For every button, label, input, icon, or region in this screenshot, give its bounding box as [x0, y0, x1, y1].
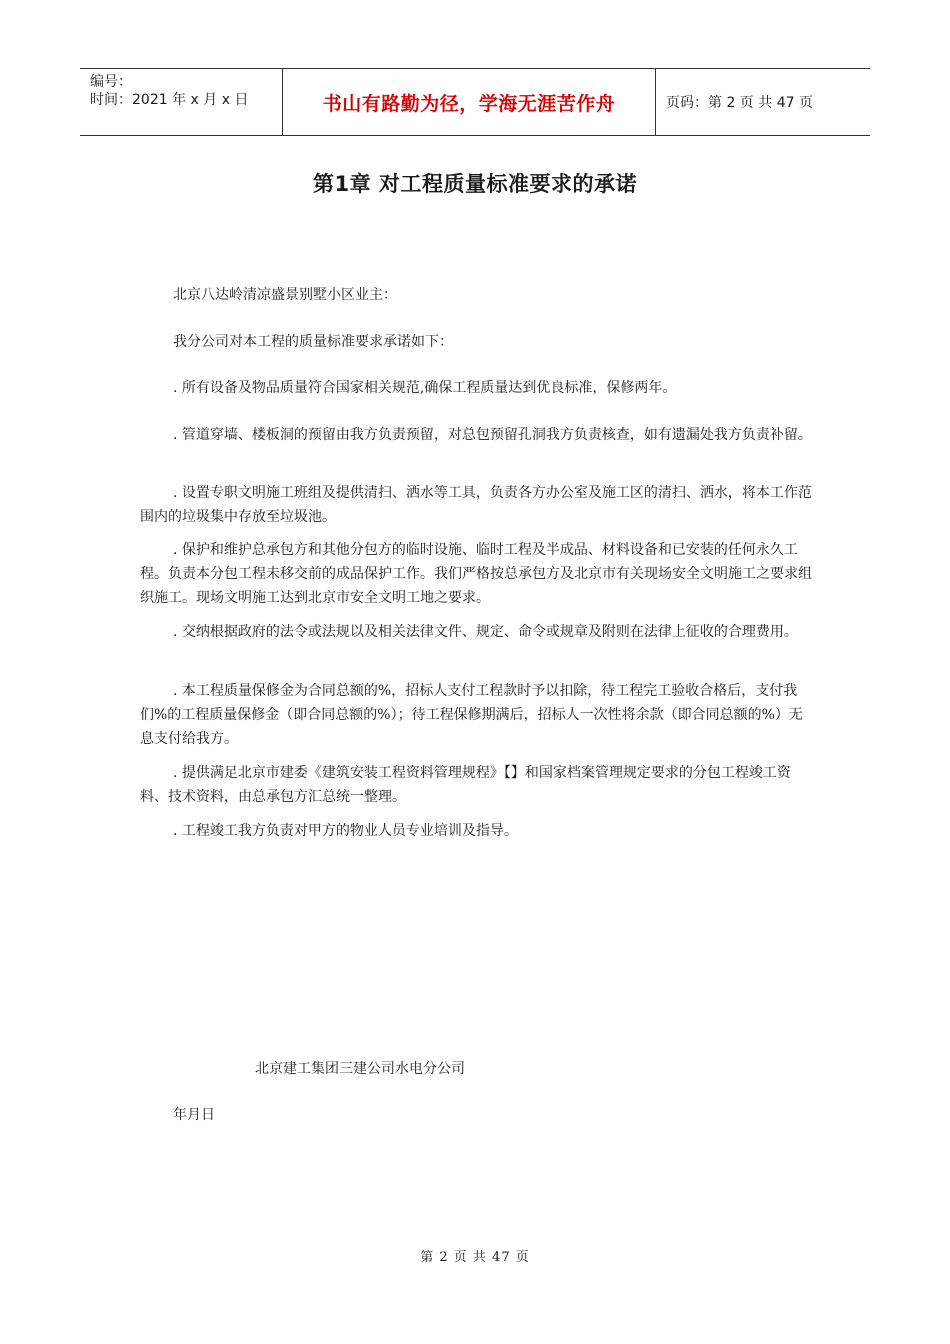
- commitment-item-1: . 所有设备及物品质量符合国家相关规范,确保工程质量达到优良标准，保修两年。: [173, 380, 677, 396]
- signature-company: 北京建工集团三建公司水电分公司: [255, 1061, 465, 1077]
- commitment-item-4: . 保护和维护总承包方和其他分包方的临时设施、临时工程及半成品、材料设备和已安装的任何永久工程。负责本分包工程未移交前的成品保护工作。我们严格按总承包方及北京市有关现场安全文明施工之要求组织施工。现场文明施工达到北京市安全文明工地之要求。: [140, 542, 812, 606]
- chapter-title: 第1章 对工程质量标准要求的承诺: [313, 172, 637, 196]
- commitment-item-3: . 设置专职文明施工班组及提供清扫、洒水等工具，负责各方办公室及施工区的清扫、洒水，将本工作范围内的垃圾集中存放至垃圾池。: [140, 485, 812, 525]
- salutation: 北京八达岭清凉盛景别墅小区业主：: [173, 287, 397, 303]
- header-meta: [80, 69, 282, 135]
- commitment-item-5: . 交纳根据政府的法令或法规以及相关法律文件、规定、命令或规章及附则在法律上征收的合理费用。: [173, 624, 798, 640]
- commitment-item-7: . 提供满足北京市建委《建筑安装工程资料管理规程》【】和国家档案管理规定要求的分包工程竣工资料、技术资料，由总承包方汇总统一整理。: [140, 765, 791, 805]
- page-footer: 第 2 页 共 47 页: [420, 1250, 530, 1265]
- header-time: 时间：2021 年 x 月 x 日: [90, 92, 249, 108]
- intro-paragraph: 我分公司对本工程的质量标准要求承诺如下：: [173, 334, 453, 350]
- commitment-item-8: . 工程竣工我方负责对甲方的物业人员专业培训及指导。: [173, 823, 518, 839]
- commitment-item-2: . 管道穿墙、楼板洞的预留由我方负责预留，对总包预留孔洞我方负责核查，如有遗漏处我方负责补留。: [173, 427, 812, 443]
- document-header: [80, 68, 870, 136]
- commitment-item-6: . 本工程质量保修金为合同总额的%，招标人支付工程款时予以扣除，待工程完工验收合格后，支付我们%的工程质量保修金（即合同总额的%）；待工程保修期满后，招标人一次性将余款（即合同总额的%）无息支付给我方。: [140, 683, 803, 747]
- header-page-info: 页码：第 2 页 共 47 页: [666, 95, 813, 111]
- header-number: 编号：: [90, 74, 132, 90]
- header-motto: 书山有路勤为径，学海无涯苦作舟: [282, 69, 656, 135]
- signature-date: 年月日: [173, 1107, 215, 1123]
